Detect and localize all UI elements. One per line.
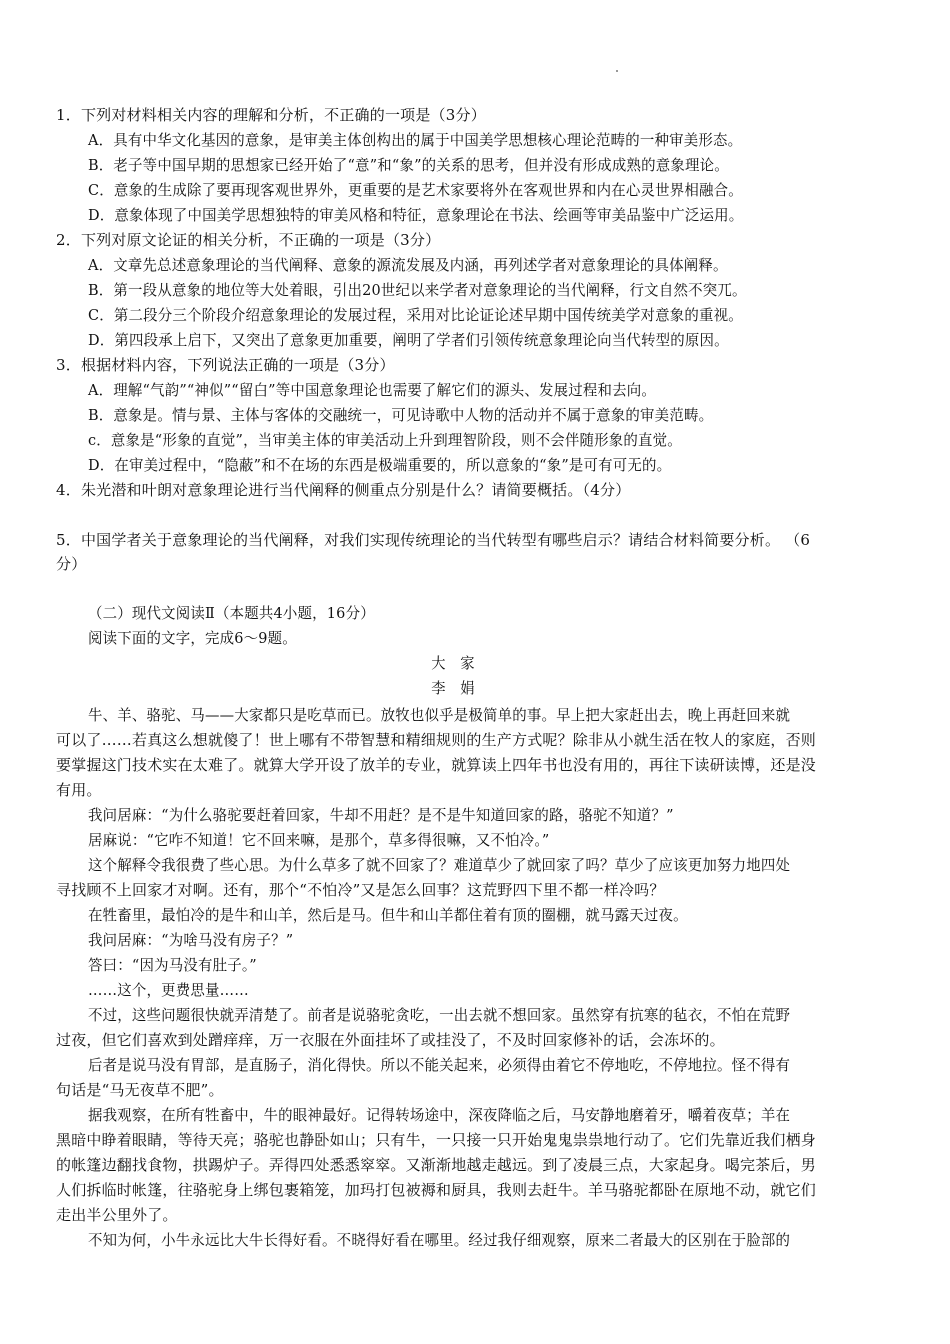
question-5-stem-cont: 分） [56, 555, 87, 573]
question-3-option-d: D．在审美过程中，“隐蔽”和不在场的东西是极端重要的，所以意象的“象”是可有可无的。 [88, 456, 672, 474]
question-2-stem: 2．下列对原文论证的相关分析，不正确的一项是（3分） [56, 231, 441, 249]
body-line: 我问居麻：“为什么骆驼要赶着回家，牛却不用赶？是不是牛知道回家的路，骆驼不知道？” [88, 806, 674, 824]
question-5-stem: 5．中国学者关于意象理论的当代阐释，对我们实现传统理论的当代转型有哪些启示？请结合材料简要分析。 （6 [56, 531, 811, 549]
question-4-stem: 4．朱光潜和叶朗对意象理论进行当代阐释的侧重点分别是什么？请简要概括。（4分） [56, 481, 631, 499]
question-3-option-a: A．理解“气韵”“神似”“留白”等中国意象理论也需要了解它们的源头、发展过程和去向。 [88, 381, 657, 399]
body-line: 走出半公里外了。 [56, 1206, 178, 1224]
question-1-stem: 1．下列对材料相关内容的理解和分析，不正确的一项是（3分） [56, 106, 486, 124]
body-line: 句话是“马无夜草不肥”。 [56, 1081, 224, 1099]
article-author: 李 娟 [431, 679, 475, 697]
question-1-option-c: C．意象的生成除了要再现客观世界外，更重要的是艺术家要将外在客观世界和内在心灵世界相融合。 [88, 181, 743, 199]
body-line: 牛、羊、骆驼、马——大家都只是吃草而已。放牧也似乎是极简单的事。早上把大家赶出去，晚上再赶回来就 [88, 706, 791, 724]
body-line: 可以了……若真这么想就傻了！世上哪有不带智慧和精细规则的生产方式呢？除非从小就生活在牧人的家庭，否则 [56, 731, 817, 749]
body-line: 有用。 [56, 781, 102, 799]
question-1-option-b: B．老子等中国早期的思想家已经开始了“意”和“象”的关系的思考，但并没有形成成熟的意象理论。 [88, 156, 729, 174]
scan-speck [616, 70, 618, 72]
body-line: 我问居麻：“为啥马没有房子？” [88, 931, 294, 949]
body-line: 在牲畜里，最怕冷的是牛和山羊，然后是马。但牛和山羊都住着有顶的圈棚，就马露天过夜。 [88, 906, 688, 924]
body-line: 不知为何，小牛永远比大牛长得好看。不晓得好看在哪里。经过我仔细观察，原来二者最大的区别在于脸部的 [88, 1231, 791, 1249]
article-title: 大 家 [431, 654, 475, 672]
body-line: 的帐篷边翻找食物，拱踢炉子。弄得四处悉悉窣窣。又渐渐地越走越远。到了凌晨三点，大家起身。喝完茶后，男 [56, 1156, 817, 1174]
question-2-option-a: A．文章先总述意象理论的当代阐释、意象的源流发展及内涵，再列述学者对意象理论的具体阐释。 [88, 256, 728, 274]
body-line: ……这个，更费思量…… [88, 981, 249, 999]
question-2-option-b: B．第一段从意象的地位等大处着眼，引出20世纪以来学者对意象理论的当代阐释，行文自然不突兀。 [88, 281, 747, 299]
question-2-option-d: D．第四段承上启下，又突出了意象更加重要，阐明了学者们引领传统意象理论向当代转型的原因。 [88, 331, 729, 349]
body-line: 过夜，但它们喜欢到处蹭痒痒，万一衣服在外面挂坏了或挂没了，不及时回家修补的话，会冻坏的。 [56, 1031, 725, 1049]
body-line: 黑暗中睁着眼睛，等待天亮；骆驼也静卧如山；只有牛，一只接一只开始鬼鬼祟祟地行动了。它们先靠近我们栖身 [56, 1131, 817, 1149]
body-line: 后者是说马没有胃部，是直肠子，消化得快。所以不能关起来，必须得由着它不停地吃，不停地拉。怪不得有 [88, 1056, 791, 1074]
question-3-stem: 3．根据材料内容，下列说法正确的一项是（3分） [56, 356, 395, 374]
question-3-option-c: c．意象是“形象的直觉”，当审美主体的审美活动上升到理智阶段，则不会伴随形象的直觉。 [88, 431, 682, 449]
body-line: 这个解释令我很费了些心思。为什么草多了就不回家了？难道草少了就回家了吗？草少了应该更加努力地四处 [88, 856, 791, 874]
body-line: 答曰：“因为马没有肚子。” [88, 956, 257, 974]
question-1-option-d: D．意象体现了中国美学思想独特的审美风格和特征，意象理论在书法、绘画等审美品鉴中广泛运用。 [88, 206, 744, 224]
body-line: 据我观察，在所有牲畜中，牛的眼神最好。记得转场途中，深夜降临之后，马安静地磨着牙，嚼着夜草；羊在 [88, 1106, 791, 1124]
body-line: 寻找顾不上回家才对啊。还有，那个“不怕冷”又是怎么回事？这荒野四下里不都一样冷吗？ [56, 881, 665, 899]
body-line: 要掌握这门技术实在太难了。就算大学开设了放羊的专业，就算读上四年书也没有用的，再往下读研读博，还是没 [56, 756, 817, 774]
question-1-option-a: A．具有中华文化基因的意象，是审美主体创构出的属于中国美学思想核心理论范畴的一种审美形态。 [88, 131, 743, 149]
body-line: 人们拆临时帐篷，往骆驼身上绑包裹箱笼，加玛打包被褥和厨具，我则去赶牛。羊马骆驼都卧在原地不动，就它们 [56, 1181, 817, 1199]
body-line: 不过，这些问题很快就弄清楚了。前者是说骆驼贪吃，一出去就不想回家。虽然穿有抗寒的毡衣，不怕在荒野 [88, 1006, 791, 1024]
section-heading: （二）现代文阅读Ⅱ（本题共4小题，16分） [88, 604, 375, 622]
body-line: 居麻说：“它咋不知道！它不回来嘛，是那个，草多得很嘛，又不怕冷。” [88, 831, 550, 849]
question-3-option-b: B．意象是。情与景、主体与客体的交融统一，可见诗歌中人物的活动并不属于意象的审美范畴。 [88, 406, 714, 424]
question-2-option-c: C．第二段分三个阶段介绍意象理论的发展过程，采用对比论证论述早期中国传统美学对意象的重视。 [88, 306, 743, 324]
section-instruction: 阅读下面的文字，完成6～9题。 [88, 629, 297, 647]
